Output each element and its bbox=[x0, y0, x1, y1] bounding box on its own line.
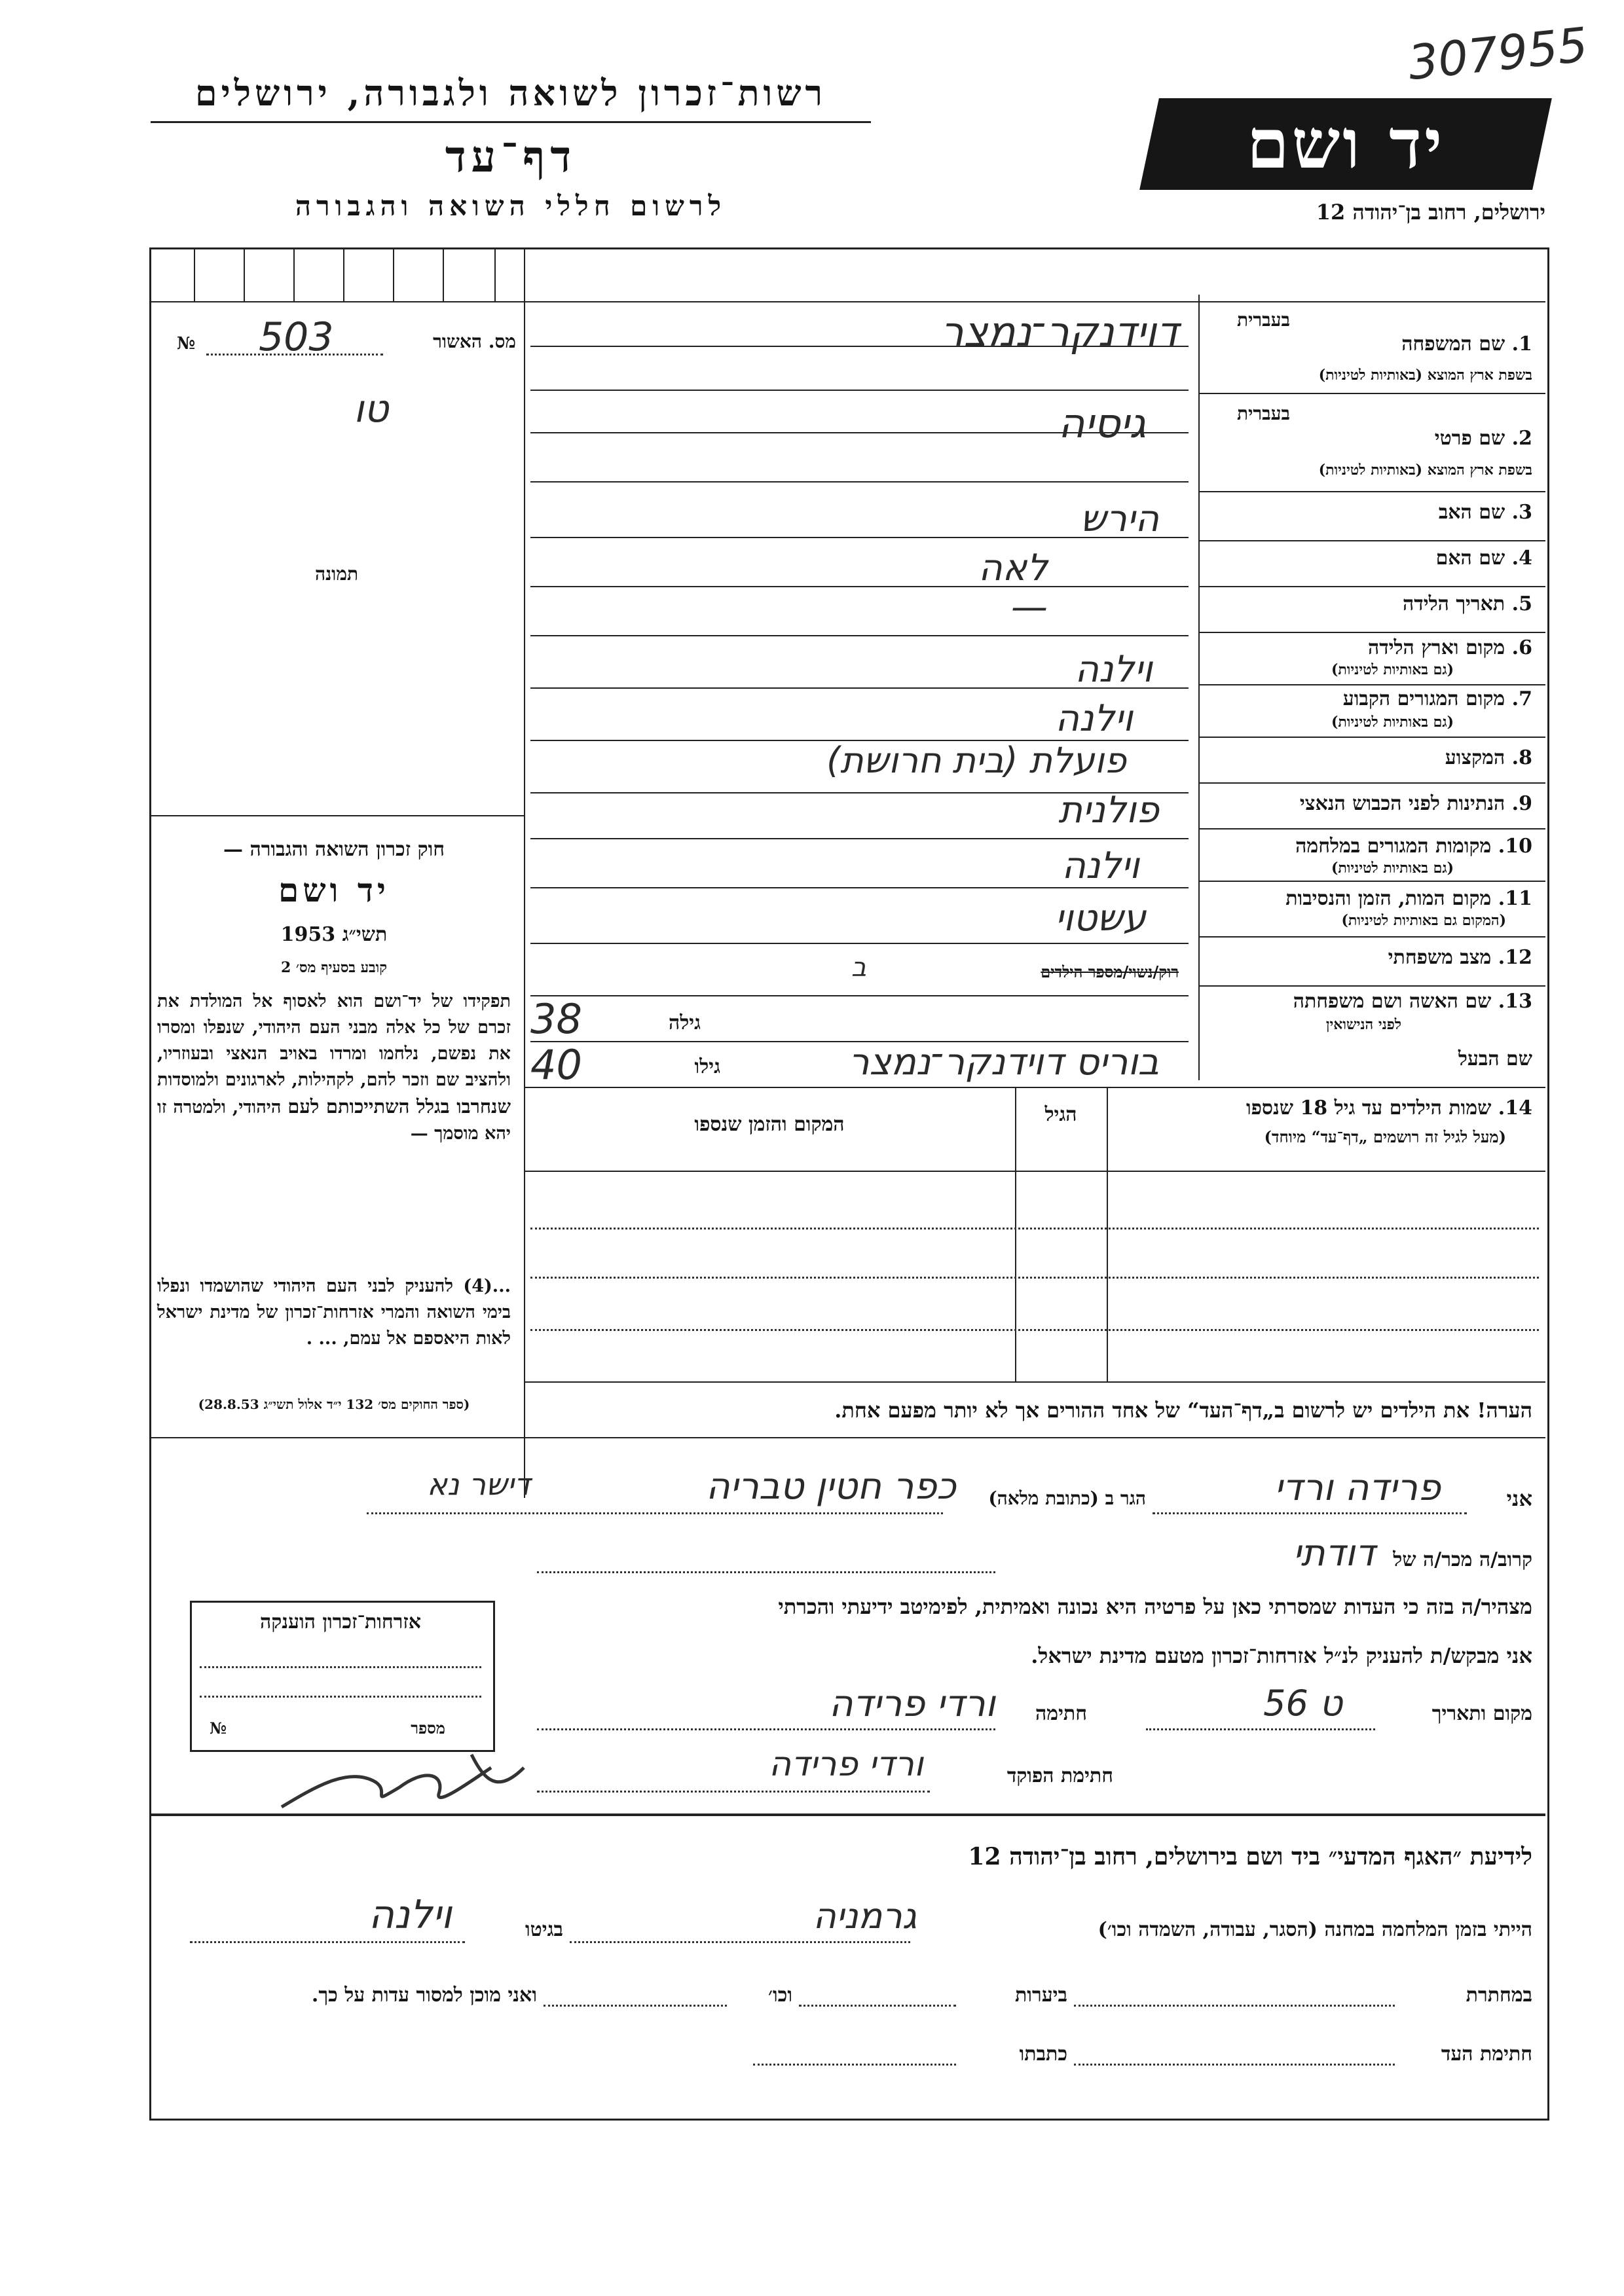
footer-ghetto-label: בגיטו bbox=[525, 1918, 563, 1941]
field-8-value[interactable]: פועלת (בית חרושת) bbox=[826, 740, 1126, 781]
declarant-address-extra[interactable]: דישר נא bbox=[427, 1467, 530, 1502]
authority-title: רשות־זכרון לשואה ולגבורה, ירושלים bbox=[194, 72, 827, 114]
label-sep-12 bbox=[1198, 936, 1545, 938]
law-text bbox=[157, 989, 511, 1147]
law-text-bold: שנחרבו בגלל השתייכותם לעם bbox=[287, 1095, 511, 1118]
field-4-label: 4. שם האם bbox=[1435, 547, 1532, 570]
field-5-value[interactable]: — bbox=[1011, 586, 1048, 629]
top-cell-5 bbox=[393, 247, 394, 301]
field-11-label: 11. מקום המות, הזמן והנסיבות bbox=[1285, 887, 1532, 910]
label-sep-3 bbox=[1198, 491, 1545, 492]
field-11-sub: (המקום גם באותיות לטיניות) bbox=[1341, 912, 1506, 929]
declarant-name[interactable]: פרידה ורדי bbox=[1274, 1467, 1441, 1509]
law-title: חוק זכרון השואה והגבורה — bbox=[223, 838, 445, 861]
field-2-value[interactable]: גיסיה bbox=[1058, 399, 1146, 447]
field-1-value[interactable]: דוידנקר־נמצר bbox=[940, 308, 1179, 355]
right-column-divider bbox=[1198, 295, 1200, 1080]
field-1-hebrew-tag: בעברית bbox=[1236, 309, 1290, 331]
field-9-label: 9. הנתינות לפני הכבוש הנאצי bbox=[1299, 792, 1532, 815]
registration-no-sign: № bbox=[177, 334, 196, 354]
field-3-label: 3. שם האב bbox=[1438, 501, 1532, 524]
husband-name-value[interactable]: בוריס דוידנקר־נמצר bbox=[848, 1041, 1159, 1084]
row-line-9 bbox=[530, 838, 1189, 839]
citizenship-title: אזרחות־זכרון הוענקה bbox=[259, 1611, 422, 1633]
relation-value[interactable]: דודתי bbox=[1293, 1532, 1375, 1575]
husband-label: שם הבעל bbox=[1458, 1048, 1532, 1070]
registration-row bbox=[157, 331, 516, 353]
footer-camp-value[interactable]: גרמניה bbox=[813, 1895, 917, 1937]
law-text-1: תפקידו של יד־ושם הוא לאסוף אל המולדת את זכרם של כל אלה מבני העם היהודי, שנפלו ומסרו את נפשם, נלחמו ומרדו באויב הנאצי ובעוזריו, ולהציב שם וזכר להם, לקהילות, לארגונים ולמוסדות bbox=[157, 991, 511, 1090]
field-3-value[interactable]: הירש bbox=[1080, 498, 1159, 540]
note-line bbox=[149, 1437, 1545, 1438]
top-cell-4 bbox=[343, 247, 344, 301]
signature-value[interactable]: ורדי פרידה bbox=[828, 1683, 995, 1725]
row-line-11 bbox=[530, 943, 1189, 944]
declaration-lives-label: הגר ב (כתובת מלאה) bbox=[988, 1487, 1146, 1509]
row-line-2b bbox=[530, 481, 1189, 483]
field-13-label: 13. שם האשה ושם משפחתה bbox=[1293, 990, 1532, 1013]
field-9-value[interactable]: פולנית bbox=[1058, 789, 1159, 831]
footer-forests-dots bbox=[799, 2005, 956, 2007]
signature-label: חתימה bbox=[1035, 1702, 1087, 1725]
footer-title: לידיעת ״האגף המדעי״ ביד ושם בירושלים, רחוב בן־יהודה 12 bbox=[968, 1843, 1532, 1870]
signature-dots bbox=[537, 1728, 995, 1730]
label-sep-9 bbox=[1198, 782, 1545, 784]
field-10-value[interactable]: וילנה bbox=[1061, 845, 1139, 887]
registration-handwriting: טו bbox=[354, 386, 389, 431]
field-2-hebrew-tag: בעברית bbox=[1236, 403, 1290, 424]
field-1-sub: בשפת ארץ המוצא (באותיות לטיניות) bbox=[1318, 367, 1532, 384]
field-13-age-label: גילה bbox=[668, 1011, 701, 1034]
footer-divider bbox=[149, 1813, 1545, 1816]
field-7-label: 7. מקום המגורים הקבוע bbox=[1342, 687, 1532, 710]
top-cell-8 bbox=[524, 247, 525, 301]
footer-underground-dots bbox=[1074, 2005, 1395, 2007]
label-sep-13 bbox=[1198, 985, 1545, 987]
field-4-value[interactable]: לאה bbox=[978, 547, 1048, 589]
label-sep-14 bbox=[524, 1087, 1545, 1088]
relation-label: קרוב/ה מכר/ה של bbox=[1393, 1548, 1532, 1571]
husband-age-value[interactable]: 40 bbox=[530, 1041, 582, 1089]
declaration-statement-2: אני מבקש/ת להעניק לנ״ל אזרחות־זכרון מטעם מדינת ישראל. bbox=[1031, 1643, 1532, 1668]
field-6-value[interactable]: וילנה bbox=[1075, 648, 1153, 691]
children-row-3 bbox=[530, 1329, 1539, 1331]
children-header-line bbox=[524, 1171, 1545, 1172]
children-note: הערה! את הילדים יש לרשום ב„דף־העד“ של אחד ההורים אך לא יותר מפעם אחת. bbox=[834, 1398, 1532, 1423]
relation-dots bbox=[537, 1571, 995, 1573]
yad-vashem-logo: יד ושם bbox=[1139, 98, 1552, 190]
place-date-label: מקום ותאריך bbox=[1431, 1702, 1532, 1725]
field-12-value[interactable]: ב bbox=[851, 953, 867, 983]
row-line-1b bbox=[530, 390, 1189, 391]
field-11-value[interactable]: עשטוי bbox=[1055, 897, 1146, 939]
officer-label: חתימת הפוקד bbox=[1006, 1764, 1113, 1787]
left-column-divider bbox=[524, 247, 525, 1498]
row-line-10 bbox=[530, 887, 1189, 888]
law-name: יד ושם bbox=[278, 871, 390, 909]
field-5-label: 5. תאריך הלידה bbox=[1403, 592, 1532, 615]
law-year: תשי״ג 1953 bbox=[280, 923, 388, 946]
photo-label: תמונה bbox=[314, 563, 359, 585]
law-text-2: היהודי, ולמטרה זו יהא מוסמך — bbox=[157, 1097, 511, 1144]
footer-etc-label: וכו׳ bbox=[768, 1984, 792, 2007]
label-sep-5 bbox=[1198, 586, 1545, 587]
footer-line1-label: הייתי בזמן המלחמה במחנה (הסגר, עבודה, השמדה וכו׳) bbox=[1098, 1918, 1532, 1941]
field-12-inline: רוק/נשוי/מספר הילדים bbox=[1041, 962, 1179, 981]
field-12-label: 12. מצב משפחתי bbox=[1388, 946, 1532, 969]
citizenship-no-sign: № bbox=[210, 1719, 227, 1738]
footer-camp-dots bbox=[570, 1941, 910, 1943]
footer-ghetto-dots bbox=[190, 1941, 465, 1943]
children-col-place: המקום והזמן שנספו bbox=[694, 1113, 845, 1136]
law-text-3: ...(4) להעניק לבני העם היהודי שהושמדו ונפלו בימי השואה והמרי אזרחות־זכרון של מדינת ישראל לאות היאספם אל עמם, ... . bbox=[157, 1276, 511, 1349]
label-sep-7 bbox=[1198, 684, 1545, 685]
label-sep-10 bbox=[1198, 828, 1545, 829]
top-cell-2 bbox=[244, 247, 245, 301]
label-sep-11 bbox=[1198, 881, 1545, 882]
children-col-sep-1 bbox=[1015, 1087, 1016, 1381]
field-2-sub: בשפת ארץ המוצא (באותיות לטיניות) bbox=[1318, 462, 1532, 479]
top-grid-line bbox=[149, 301, 1545, 302]
children-row-2 bbox=[530, 1277, 1539, 1279]
children-sub: (מעל לגיל זה רושמים „דף־עד“ מיוחד) bbox=[1264, 1127, 1506, 1146]
field-1-label: 1. שם המשפחה bbox=[1401, 333, 1532, 355]
footer-forests-label: ביערות bbox=[1014, 1984, 1067, 2007]
label-sep-8 bbox=[1198, 737, 1545, 738]
footer-underground-label: במחתרת bbox=[1466, 1984, 1532, 2007]
footer-testify-label: ואני מוכן למסור עדות על כך. bbox=[311, 1984, 537, 2007]
label-sep-6 bbox=[1198, 632, 1545, 633]
field-8-label: 8. המקצוע bbox=[1445, 746, 1532, 769]
field-6-label: 6. מקום וארץ הלידה bbox=[1367, 636, 1532, 659]
address-dots bbox=[367, 1512, 943, 1514]
footer-ghetto-value[interactable]: וילנה bbox=[368, 1892, 452, 1938]
place-date-dots bbox=[1146, 1728, 1375, 1730]
field-7-value[interactable]: וילנה bbox=[1055, 697, 1133, 740]
children-row-1 bbox=[530, 1228, 1539, 1230]
declarant-dots bbox=[1153, 1512, 1467, 1514]
top-cell-3 bbox=[293, 247, 295, 301]
footer-address-label: כתבתו bbox=[1019, 2043, 1067, 2066]
row-line-5 bbox=[530, 635, 1189, 636]
signature-stroke bbox=[282, 1755, 524, 1807]
citizenship-dots-2 bbox=[200, 1696, 481, 1698]
law-box-top bbox=[149, 815, 524, 816]
footer-address-dots bbox=[753, 2064, 956, 2066]
field-13-sub: לפני הנישואין bbox=[1325, 1016, 1401, 1033]
declarant-address[interactable]: כפר חטין טבריה bbox=[706, 1465, 956, 1508]
form-title: דף־עד bbox=[445, 131, 577, 182]
header-underline bbox=[151, 121, 871, 123]
children-col-age: הגיל bbox=[1044, 1103, 1077, 1126]
citizenship-dots-1 bbox=[200, 1666, 481, 1668]
field-10-label: 10. מקומות המגורים במלחמה bbox=[1295, 835, 1532, 858]
registration-number: 503 bbox=[259, 314, 334, 360]
label-sep-2 bbox=[1198, 393, 1545, 394]
archive-number: 307955 bbox=[1405, 16, 1591, 91]
law-clause: קובע בסעיף מס׳ 2 bbox=[280, 959, 388, 976]
field-6-sub: (גם באותיות לטיניות) bbox=[1331, 661, 1454, 678]
children-col-sep-2 bbox=[1107, 1087, 1108, 1381]
top-cell-6 bbox=[443, 247, 444, 301]
field-10-sub: (גם באותיות לטיניות) bbox=[1331, 860, 1454, 877]
officer-dots bbox=[537, 1791, 930, 1793]
registration-label: מס. האשור bbox=[433, 331, 516, 352]
field-7-sub: (גם באותיות לטיניות) bbox=[1331, 714, 1454, 731]
declaration-statement-1: מצהיר/ה בזה כי העדות שמסרתי כאן על פרטיה היא נכונה ואמיתית, לפימיטב ידיעתי והכרתי bbox=[778, 1594, 1532, 1619]
officer-signature[interactable]: ורדי פרידה bbox=[769, 1745, 923, 1784]
form-subtitle: לרשום חללי השואה והגבורה bbox=[295, 190, 727, 222]
footer-etc-dots bbox=[544, 2005, 727, 2007]
children-label: 14. שמות הילדים עד גיל 18 שנספו bbox=[1246, 1097, 1532, 1120]
label-sep-4 bbox=[1198, 540, 1545, 541]
top-cell-7 bbox=[494, 247, 496, 301]
field-13-age-value[interactable]: 38 bbox=[530, 995, 582, 1043]
place-date-value[interactable]: ט 56 bbox=[1263, 1683, 1342, 1724]
footer-witness-signature-label: חתימת העד bbox=[1441, 2043, 1532, 2066]
footer-witness-dots bbox=[1074, 2064, 1395, 2066]
top-cell-1 bbox=[194, 247, 195, 301]
row-line-12 bbox=[530, 995, 1189, 996]
field-2-label: 2. שם פרטי bbox=[1434, 427, 1532, 450]
form-frame bbox=[149, 247, 1549, 2121]
declaration-i-label: אני bbox=[1506, 1486, 1532, 1511]
husband-age-label: גילו bbox=[694, 1055, 720, 1078]
citizenship-number-label: מספר bbox=[411, 1719, 445, 1738]
children-bottom-line bbox=[524, 1381, 1545, 1383]
law-reference: (ספר החוקים מס׳ 132 י״ד אלול תשי״ג 28.8.53) bbox=[198, 1396, 470, 1412]
institution-address: ירושלים, רחוב בן־יהודה 12 bbox=[1316, 200, 1545, 225]
